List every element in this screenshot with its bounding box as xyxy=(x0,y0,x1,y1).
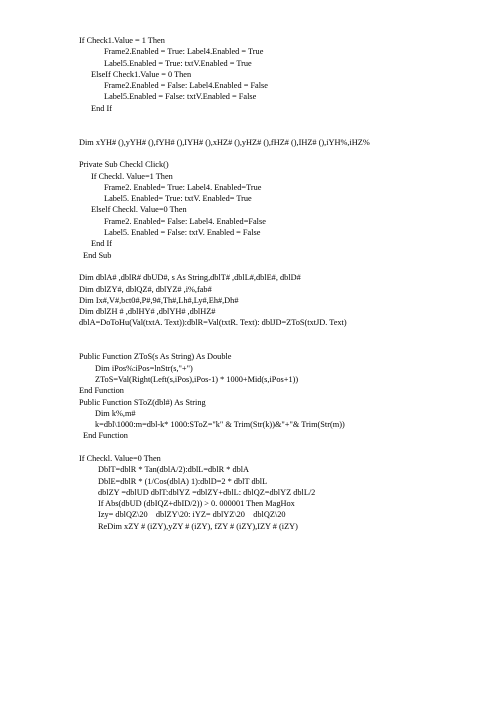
code-line: Label5. Enabled = False: txtV. Enabled = False xyxy=(104,228,261,238)
code-line: Public Function ZToS(s As String) As Double xyxy=(79,352,232,362)
code-line: ElseIf Check1.Value = 0 Then xyxy=(91,69,192,79)
code-line: ReDim xZY # (iZY),yZY # (iZY), fZY # (iZY),IZY # (iZY) xyxy=(98,521,298,531)
code-line: k=dbl\1000:m=dbl-k* 1000:SToZ="k" & Trim(Str(k))&"+"& Trim(Str(m)) xyxy=(95,420,345,430)
code-line: End Function xyxy=(83,431,128,441)
code-line xyxy=(0,340,496,351)
code-line xyxy=(0,114,496,125)
code-line: Dim iPos%:iPos=lnStr(s,"+") xyxy=(95,363,193,373)
code-line: End Function xyxy=(79,386,124,396)
code-line: ZToS=Val(Right(Left(s,iPos),iPos-1) * 1000+Mid(s,iPos+1)) xyxy=(95,374,299,384)
code-line: DblE=dblR * (1/Cos(dblA) 1):dblD=2 * dblT dblL xyxy=(98,476,268,486)
code-line xyxy=(0,148,496,159)
code-line: Dim xYH# (),yYH# (),fYH# (),IYH# (),xHZ# (),yHZ# (),fHZ# (),IHZ# (),iYH%,iHZ% xyxy=(79,137,370,147)
code-line: Label5. Enabled= True: txtV. Enabled= True xyxy=(104,194,252,204)
code-line: Frame2. Enabled= False: Label4. Enabled=False xyxy=(104,216,266,226)
code-line: Elself Checkl. Value=0 Then xyxy=(91,205,187,215)
code-line: Dim dblA# ,dblR# dbUD#, s As String,dblT# ,dblL#,dblE#, dblD# xyxy=(79,273,301,283)
code-line: dblA=DoToHu(Val(txtA. Text)):dblR=Val(txtR. Text): dblJD=ZToS(txtJD. Text) xyxy=(79,318,347,328)
code-line xyxy=(0,442,496,453)
code-line: End If xyxy=(91,103,112,113)
code-line: If Checkl. Value=0 Then xyxy=(79,453,161,463)
code-line: End If xyxy=(91,239,112,249)
code-line: Dim Ix#,V#,bct0#,P#,9#,Th#,Lh#,Ly#,Eh#,Dh# xyxy=(79,295,239,305)
code-line: End Sub xyxy=(83,250,112,260)
code-line: Frame2. Enabled= True: Label4. Enabled=True xyxy=(104,182,262,192)
code-line: Public Function SToZ(dbl#) As String xyxy=(79,397,206,407)
code-line: Frame2.Enabled = True: Label4.Enabled = True xyxy=(104,47,264,57)
code-line: Frame2.Enabled = False: Label4.Enabled = False xyxy=(104,81,268,91)
code-line: Dim dblZH # ,dblHY# ,dblYH# ,dblHZ# xyxy=(79,307,216,317)
code-line: Label5.Enabled = True: txtV.Enabled = True xyxy=(104,58,252,68)
code-line: Izy= dblQZ\20 dblZY\20: iYZ= dblYZ\20 dblQZ\20 xyxy=(98,510,286,520)
code-line: DblT=dblR * Tan(dblA/2):dblL=dblR * dblA xyxy=(98,465,250,475)
code-line: dblZY =dblUD dblT:dblYZ =dblZY+dblL: dblQZ=dblYZ dblL/2 xyxy=(98,487,316,497)
code-line xyxy=(0,329,496,340)
code-line: Private Sub Checkl Click() xyxy=(79,160,169,170)
code-line xyxy=(0,125,496,136)
code-line: Label5.Enabled = False: txtV.Enabled = False xyxy=(104,92,257,102)
code-line: Dim k%,m# xyxy=(95,408,136,418)
code-line xyxy=(0,261,496,272)
code-line: If Checkl. Value=1 Then xyxy=(91,171,173,181)
code-line: If Check1.Value = 1 Then xyxy=(79,36,165,45)
vb-code-listing xyxy=(0,35,496,532)
code-line: Dim dblZY#, dblQZ#, dblYZ# ,i%,fab# xyxy=(79,284,212,294)
code-line: If Abs(dbUD (dbIQZ+dbID/2)) > 0. 000001 Then MagHox xyxy=(98,499,295,509)
